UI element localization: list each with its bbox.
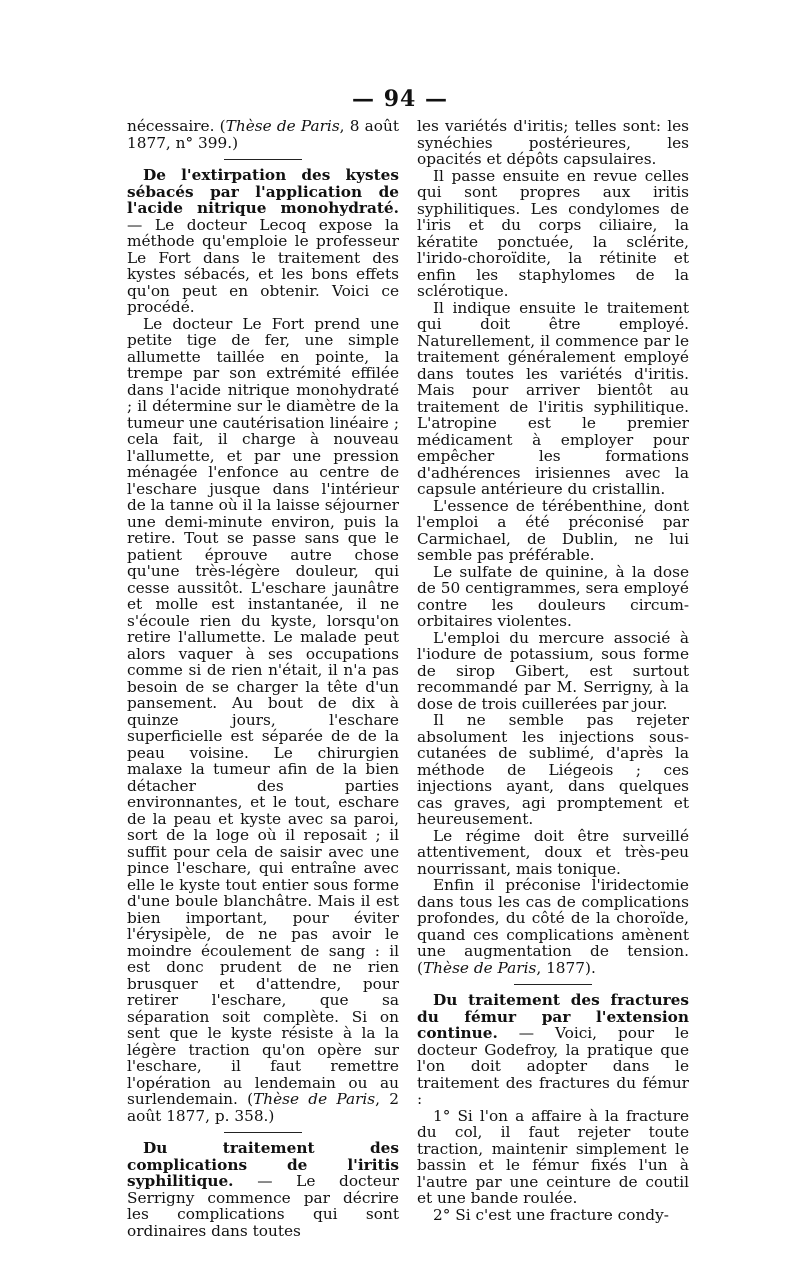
paragraph: L'essence de térébenthine, dont l'emploi a été préconisé par Carmichael, de Dublin, ne lui semble pas préférable. bbox=[417, 496, 689, 564]
paragraph: nécessaire. (Thèse de Paris, 8 août 1877, n° 399.) bbox=[127, 117, 399, 152]
right-column bbox=[417, 118, 689, 1223]
paragraph: 2° Si c'est une fracture condy- bbox=[433, 1205, 669, 1224]
article-paragraph: Le docteur Le Fort prend une petite tige de fer, une simple allumette taillée en pointe, la trempe par son extrémité effilée dans l'acide nitrique monohydraté ; il détermine sur le diamètre de la tumeur une cautérisation linéaire ; cela fait, il charge à nouveau l'allumette, et par une pression ménagée l'enfonce au centre de l'eschare jusque dans l'intérieur de la tanne où il la laisse séjourner une demi-minute environ, puis la retire. Tout se passe sans que le patient éprouve autre chose qu'une très-légère douleur, qui cesse aussitôt. L'eschare jaunâtre et molle est instantanée, il ne s'écoule rien du kyste, lorsqu'on retire l'allumette. Le malade peut alors vaquer à ses occupations comme si de rien n'était, il n'a pas besoin de se charger la tête d'un pansement. Au bout de dix à quinze jours, l'eschare superficielle est séparée de de la peau voisine. Le chirurgien malaxe la tumeur afin de la bien détacher des parties environnantes, et le tout, eschare de la peau et kyste avec sa paroi, sort de la loge où il reposait ; il suffit pour cela de saisir avec une pince l'eschare, qui entraîne avec elle le kyste tout entier sous forme d'une boule blanchâtre. Mais il est bien important, pour éviter l'érysipèle, de ne pas avoir le moindre écoulement de sang : il est donc prudent de ne rien brusquer et d'attendre, pour retirer l'eschare, que sa séparation soit complète. Si on sent que le kyste résiste à la la légère traction qu'on opère sur l'eschare, il faut remettre l'opération au lendemain ou au surlendemain. (Thèse de Paris, 2 août 1877, p. 358.) bbox=[127, 314, 399, 1125]
citation: Thèse de Paris bbox=[253, 1090, 376, 1108]
left-column bbox=[127, 118, 399, 1239]
citation: Thèse de Paris bbox=[422, 958, 537, 977]
section-divider bbox=[224, 1132, 302, 1133]
paragraph: 1° Si l'on a affaire à la fracture du col, il faut rejeter toute traction, maintenir simplement le bassin et le fémur fixés l'un à l'autre par une ceinture de coutil et une bande roulée. bbox=[417, 1106, 689, 1207]
article-heading: Du traitement des fractures du fémur par l'extension continue. bbox=[417, 991, 689, 1042]
paragraph: Il ne semble pas rejeter absolument les injections sous-cutanées de sublimé, d'après la méthode de Liégeois ; ces injections ayant, dans quelques cas graves, agi promptement et heureusement. bbox=[417, 711, 689, 828]
paragraph: L'emploi du mercure associé à l'iodure de potassium, sous forme de sirop Gibert, est surtout recommandé par M. Serrigny, à la dose de trois cuillerées par jour. bbox=[417, 628, 689, 713]
paragraph: Le sulfate de quinine, à la dose de 50 centigrammes, sera employé contre les douleurs circum-orbitaires violentes. bbox=[417, 562, 689, 630]
article-paragraph: De l'extirpation des kystes sébacés par l'application de l'acide nitrique monohydraté. — Le docteur Lecoq expose la méthode qu'emploie le professeur Le Fort dans le traitement des kystes sébacés, et les bons effets qu'on peut en obtenir. Voici ce procédé. bbox=[127, 166, 399, 316]
article-paragraph: Du traitement des complications de l'iritis syphilitique. — Le docteur Serrigny commence par décrire les complications qui sont ordinaires dans toutes bbox=[127, 1139, 399, 1240]
article-paragraph: Du traitement des fractures du fémur par l'extension continue. — Voici, pour le docteur Godefroy, la pratique que l'on doit adopter dans le traitement des fractures du fémur : bbox=[417, 991, 689, 1108]
article-heading: Du traitement des complications de l'iritis syphilitique. bbox=[127, 1139, 399, 1190]
section-divider bbox=[514, 984, 592, 985]
section-divider bbox=[224, 159, 302, 160]
page-number: — 94 — bbox=[352, 86, 448, 112]
paragraph: Il indique ensuite le traitement qui doit être employé. Naturellement, il commence par le traitement généralement employé dans toutes les variétés d'iritis. Mais pour arriver bientôt au traitement de l'iritis syphilitique. L'atropine est le premier médicament à employer pour empêcher les formations d'adhérences irisiennes avec la capsule antérieure du cristallin. bbox=[417, 298, 689, 498]
paragraph: Enfin il préconise l'iridectomie dans tous les cas de complications profondes, du côté de la choroïde, quand ces complications amènent une augmentation de tension. (Thèse de Paris, 1877). bbox=[417, 876, 689, 977]
paragraph: les variétés d'iritis; telles sont: les synéchies postérieures, les opacités et dépôts capsulaires. bbox=[417, 117, 689, 168]
article-heading: De l'extirpation des kystes sébacés par l'application de l'acide nitrique monohydraté. bbox=[127, 166, 399, 217]
paragraph: Le régime doit être surveillé attentivement, doux et très-peu nourrissant, mais tonique. bbox=[417, 826, 689, 878]
paragraph: Il passe ensuite en revue celles qui sont propres aux iritis syphilitiques. Les condylomes de l'iris et du corps ciliaire, la kératite ponctuée, la sclérite, l'irido-choroïdite, la rétinite et enfin les staphylomes de la sclérotique. bbox=[417, 166, 689, 300]
citation: Thèse de Paris bbox=[225, 117, 340, 135]
